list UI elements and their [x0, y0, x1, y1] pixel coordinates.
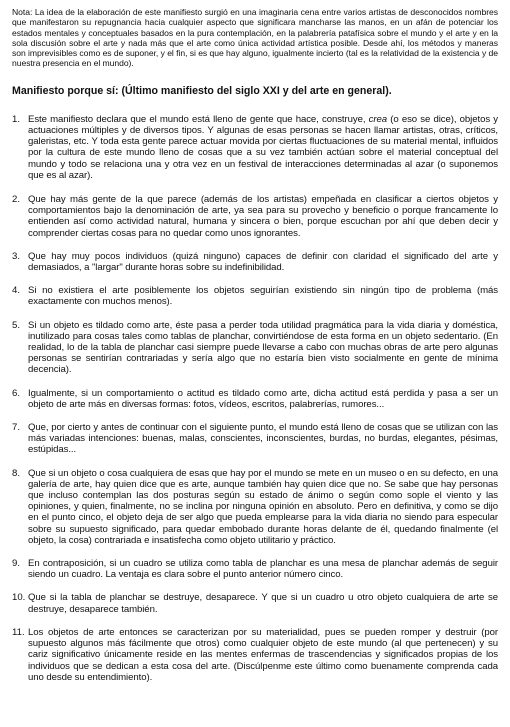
manifesto-list: [12, 114, 498, 683]
manifesto-item: [12, 194, 498, 239]
item-text: Si no existiera el arte posiblemente los objetos seguirían existiendo sin ningún tipo de problema (más exactamente con muchos menos).: [28, 285, 498, 308]
item-text: Que, por cierto y antes de continuar con el siguiente punto, el mundo está lleno de cosas que se utilizan con las más variadas intenciones: buenas, malas, conscientes, inconscientes, burdas, no burdas, elegantes, pésimas, estúpidas...: [28, 422, 498, 456]
item-number: 7.: [12, 422, 21, 434]
emphasis-word: crea: [368, 113, 388, 125]
item-number: 11.: [12, 626, 25, 638]
item-number: 9.: [12, 558, 21, 570]
item-text: Igualmente, si un comportamiento o actitud es tildado como arte, dicha actitud está perdida y pasa a ser un objeto de arte más en diversas formas: fotos, vídeos, escritos, palabrerías, rumores...: [28, 387, 498, 410]
item-number: 10.: [12, 592, 26, 604]
manifesto-item: [12, 285, 498, 307]
item-number: 6.: [12, 387, 21, 399]
manifesto-item: [12, 388, 498, 410]
item-text: Los objetos de arte entonces se caracterizan por su materialidad, pues se pueden romper y destruir (por supuesto algunos más fácilmente que otros) como cualquier objeto de este mundo (al que pertenecen) y su cariz significativo únicamente reside en las mentes enfermas de trascendencias y significados propias de los individuos que se dedican a esta cosa del arte. (Discúlpenme este último como buenamente comprenda cada uno desde su entendimiento).: [28, 626, 498, 683]
manifesto-item: [12, 114, 498, 181]
item-number: 5.: [12, 319, 21, 331]
item-text: En contraposición, si un cuadro se utiliza como tabla de planchar es una mesa de planchar además de seguir siendo un cuadro. La ventaja es clara sobre el punto anterior número cinco.: [28, 558, 498, 581]
manifesto-item: [12, 592, 498, 614]
item-number: 8.: [12, 467, 21, 479]
manifesto-title: Manifiesto porque sí: (Último manifiesto del siglo XXI y del arte en general).: [12, 84, 392, 97]
manifesto-item: [12, 558, 498, 580]
manifesto-item: [12, 251, 498, 273]
item-number: 1.: [12, 113, 21, 125]
intro-note: Nota: La idea de la elaboración de este manifiesto surgió en una imaginaria cena entre varios artistas de desconocidos nombres que manifestaron su repugnancia hacia cualquier aspecto que significara mancharse las manos, en un afán de potenciar los estados mentales y conceptuales basados en la pura contemplación, en la palabrería patafísica sobre el mundo y el arte y en la sola discusión sobre el arte y nada más que el arte como única actividad artística posible. Desde ahí, los métodos y maneras son imprevisibles como es de suponer, y el fin, si es que hay alguno, igualmente incierto (tal es la relatividad de la existencia y de nuestra presencia en el mundo).: [12, 7, 498, 69]
item-number: 3.: [12, 250, 21, 262]
item-text: Si un objeto es tildado como arte, éste pasa a perder toda utilidad pragmática para la vida diaria y doméstica, inutilizado para cosas tales como tablas de planchar, convirtiéndose de esta forma en un objeto sedentario. (En realidad, lo de la tabla de planchar casi siempre puede llevarse a cabo con muchas obras de arte pero algunas personas se sentirían contrariadas y sería algo que no estaría bien visto socialmente en gente de mínima decencia).: [28, 319, 498, 376]
item-number: 4.: [12, 285, 21, 297]
item-number: 2.: [12, 194, 21, 205]
item-text: Este manifiesto declara que el mundo está lleno de gente que hace, construye, crea (o eso se dice), objetos y actuaciones múltiples y de diversos tipos. Y algunas de esas personas se hacen llamar artistas, otras, críticos, galeristas, etc. Y toda esta gente parece actuar movida por ciertas fluctuaciones de su material mental, influidos por la cultura de este mundo lleno de cosas que a su vez también actúan sobre el material conceptual del mundo y todo se relaciona una y otra vez en un festival de interacciones determinadas al azar (o suponemos que es al azar).: [28, 113, 498, 181]
manifesto-item: [12, 422, 498, 456]
manifesto-item: [12, 627, 498, 683]
item-text: Que si la tabla de planchar se destruye, desaparece. Y que si un cuadro u otro objeto cualquiera de arte se destruye, desaparece también.: [28, 592, 498, 615]
item-text: Que hay muy pocos individuos (quizá ninguno) capaces de definir con claridad el significado del arte y demasiados, a "largar" durante horas sobre su indefinibilidad.: [28, 250, 498, 274]
item-text: Que hay más gente de la que parece (además de los artistas) empeñada en clasificar a ciertos objetos y comportamientos bajo la denominación de arte, ya sea para su provecho y beneficio o porque francamente lo entienden así como actividad natural, humana y sincera o bien, porque escuchan por ahí que deben decir y comprender ciertas cosas para no quedar como unos ignorantes.: [28, 194, 498, 239]
manifesto-item: [12, 468, 498, 546]
manifesto-item: [12, 320, 498, 376]
item-text: Que si un objeto o cosa cualquiera de esas que hay por el mundo se mete en un museo o en su defecto, en una galería de arte, hay quien dice que es arte, aunque también hay quien dice que no. Se sabe que hay personas que incluso contemplan las dos posturas según su estado de ánimo o según como sople el viento y las opiniones, y quien, finalmente, no se inclina por ninguna opinión en absoluto. Pero en definitiva, y como se dijo en el punto cinco, el objeto deja de ser algo que pueda emplearse para la vida diaria no siendo para especular sobre su supuesto significado, para quedar embobado durante horas delante de él, quedando finalmente (el objeto, la cosa) contrariada e insatisfecha como objeto utilitario y práctico.: [28, 467, 498, 546]
